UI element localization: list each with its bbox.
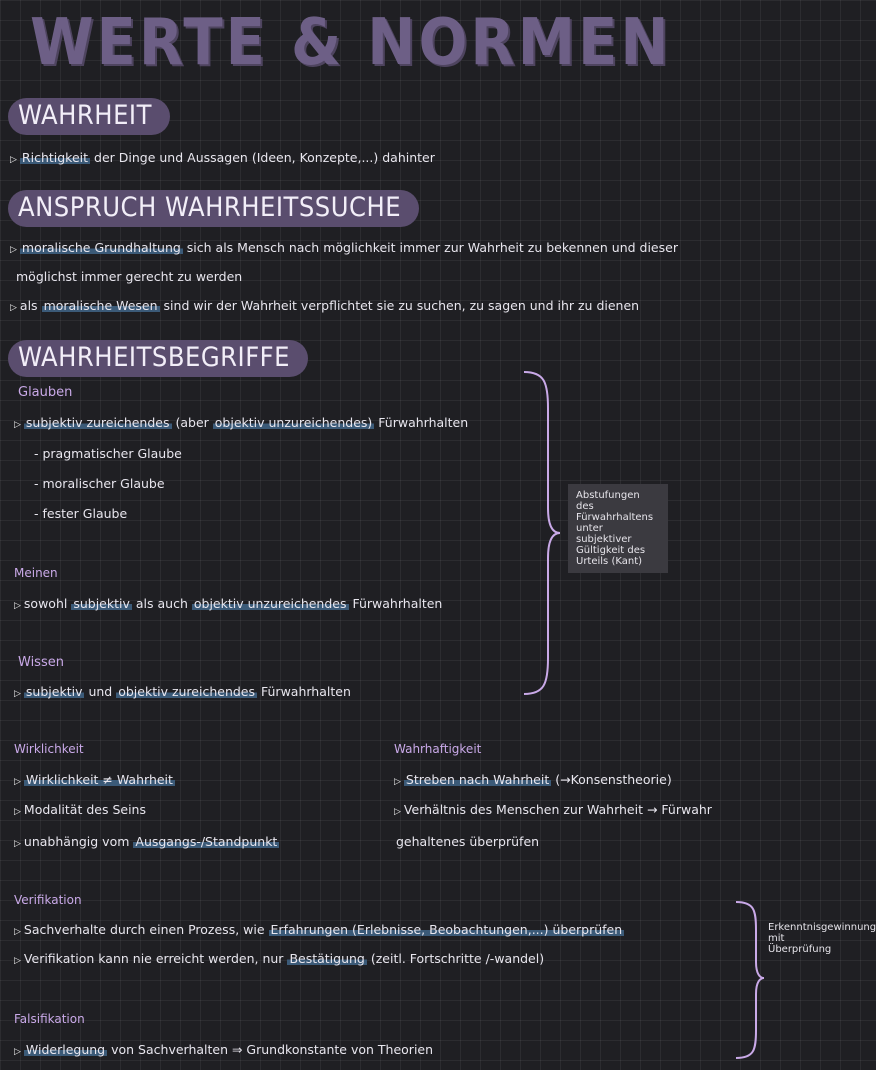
glauben-item: - fester Glaube (34, 506, 128, 521)
label-meinen: Meinen (14, 566, 58, 580)
meinen-line: ▷ sowohl subjektiv als auch objektiv unzureichendes Fürwahrhalten (14, 596, 443, 611)
bullet-arrow-icon: ▷ (14, 777, 21, 787)
glauben-item: - pragmatischer Glaube (34, 446, 182, 461)
kant-note: Abstufungen des Fürwahrhaltens unter subjektiver Gültigkeit des Urteils (Kant) (568, 484, 668, 573)
label-wissen: Wissen (18, 655, 64, 670)
bullet-arrow-icon: ▷ (394, 777, 401, 787)
bullet-arrow-icon: ▷ (14, 601, 21, 611)
glauben-item: - moralischer Glaube (34, 476, 165, 491)
verifikation-line-2: ▷ Verifikation kann nie erreicht werden, nur Bestätigung (zeitl. Fortschritte /-wandel) (14, 951, 545, 966)
wahrhaftigkeit-line-2: ▷ Verhältnis des Menschen zur Wahrheit → Fürwahr (394, 802, 712, 817)
wirklichkeit-line-3: ▷ unabhängig vom Ausgangs-/Standpunkt (14, 834, 278, 849)
bullet-arrow-icon: ▷ (14, 420, 21, 430)
falsifikation-line: ▷ Widerlegung von Sachverhalten ⇒ Grundkonstante von Theorien (14, 1042, 434, 1057)
curly-brace-icon (520, 368, 560, 698)
label-falsifikation: Falsifikation (14, 1012, 85, 1026)
bullet-arrow-icon: ▷ (10, 245, 17, 255)
bullet-arrow-icon: ▷ (14, 927, 21, 937)
verifikation-line-1: ▷ Sachverhalte durch einen Prozess, wie Erfahrungen (Erlebnisse, Beobachtungen,...) überprüfen (14, 922, 623, 937)
heading-wahrheitsbegriffe: WAHRHEITSBEGRIFFE (8, 340, 308, 377)
wahrheit-line-1: ▷ Richtigkeit der Dinge und Aussagen (Ideen, Konzepte,...) dahinter (10, 150, 435, 165)
heading-wahrheit: WAHRHEIT (8, 98, 170, 135)
erkenntnis-note: Erkenntnisgewinnung mit Überprüfung (768, 922, 876, 955)
bullet-arrow-icon: ▷ (14, 956, 21, 966)
anspruch-line-1: ▷ moralische Grundhaltung sich als Mensch nach möglichkeit immer zur Wahrheit zu bekennen und dieser (10, 240, 678, 255)
anspruch-line-3: ▷ als moralische Wesen sind wir der Wahrheit verpflichtet sie zu suchen, zu sagen und ihr zu dienen (10, 298, 640, 313)
wirklichkeit-line-1: ▷ Wirklichkeit ≠ Wahrheit (14, 772, 173, 787)
glauben-line: ▷ subjektiv zureichendes (aber objektiv unzureichendes) Fürwahrhalten (14, 415, 469, 430)
wahrhaftigkeit-line-1: ▷ Streben nach Wahrheit (→Konsenstheorie) (394, 772, 672, 787)
heading-anspruch: ANSPRUCH WAHRHEITSSUCHE (8, 190, 419, 227)
bullet-arrow-icon: ▷ (10, 155, 17, 165)
curly-brace-icon (734, 900, 764, 1060)
bullet-arrow-icon: ▷ (14, 839, 21, 849)
label-verifikation: Verifikation (14, 893, 82, 907)
wahrhaftigkeit-line-3: gehaltenes überprüfen (396, 834, 540, 849)
anspruch-line-2: möglichst immer gerecht zu werden (16, 269, 243, 284)
wissen-line: ▷ subjektiv und objektiv zureichendes Fürwahrhalten (14, 684, 351, 699)
label-glauben: Glauben (18, 385, 73, 400)
page-title: WERTE & NORMEN (30, 6, 672, 80)
bullet-arrow-icon: ▷ (394, 807, 401, 817)
bullet-arrow-icon: ▷ (10, 303, 17, 313)
label-wahrhaftigkeit: Wahrhaftigkeit (394, 742, 482, 756)
bullet-arrow-icon: ▷ (14, 689, 21, 699)
label-wirklichkeit: Wirklichkeit (14, 742, 84, 756)
bullet-arrow-icon: ▷ (14, 1047, 21, 1057)
wirklichkeit-line-2: ▷ Modalität des Seins (14, 802, 146, 817)
bullet-arrow-icon: ▷ (14, 807, 21, 817)
